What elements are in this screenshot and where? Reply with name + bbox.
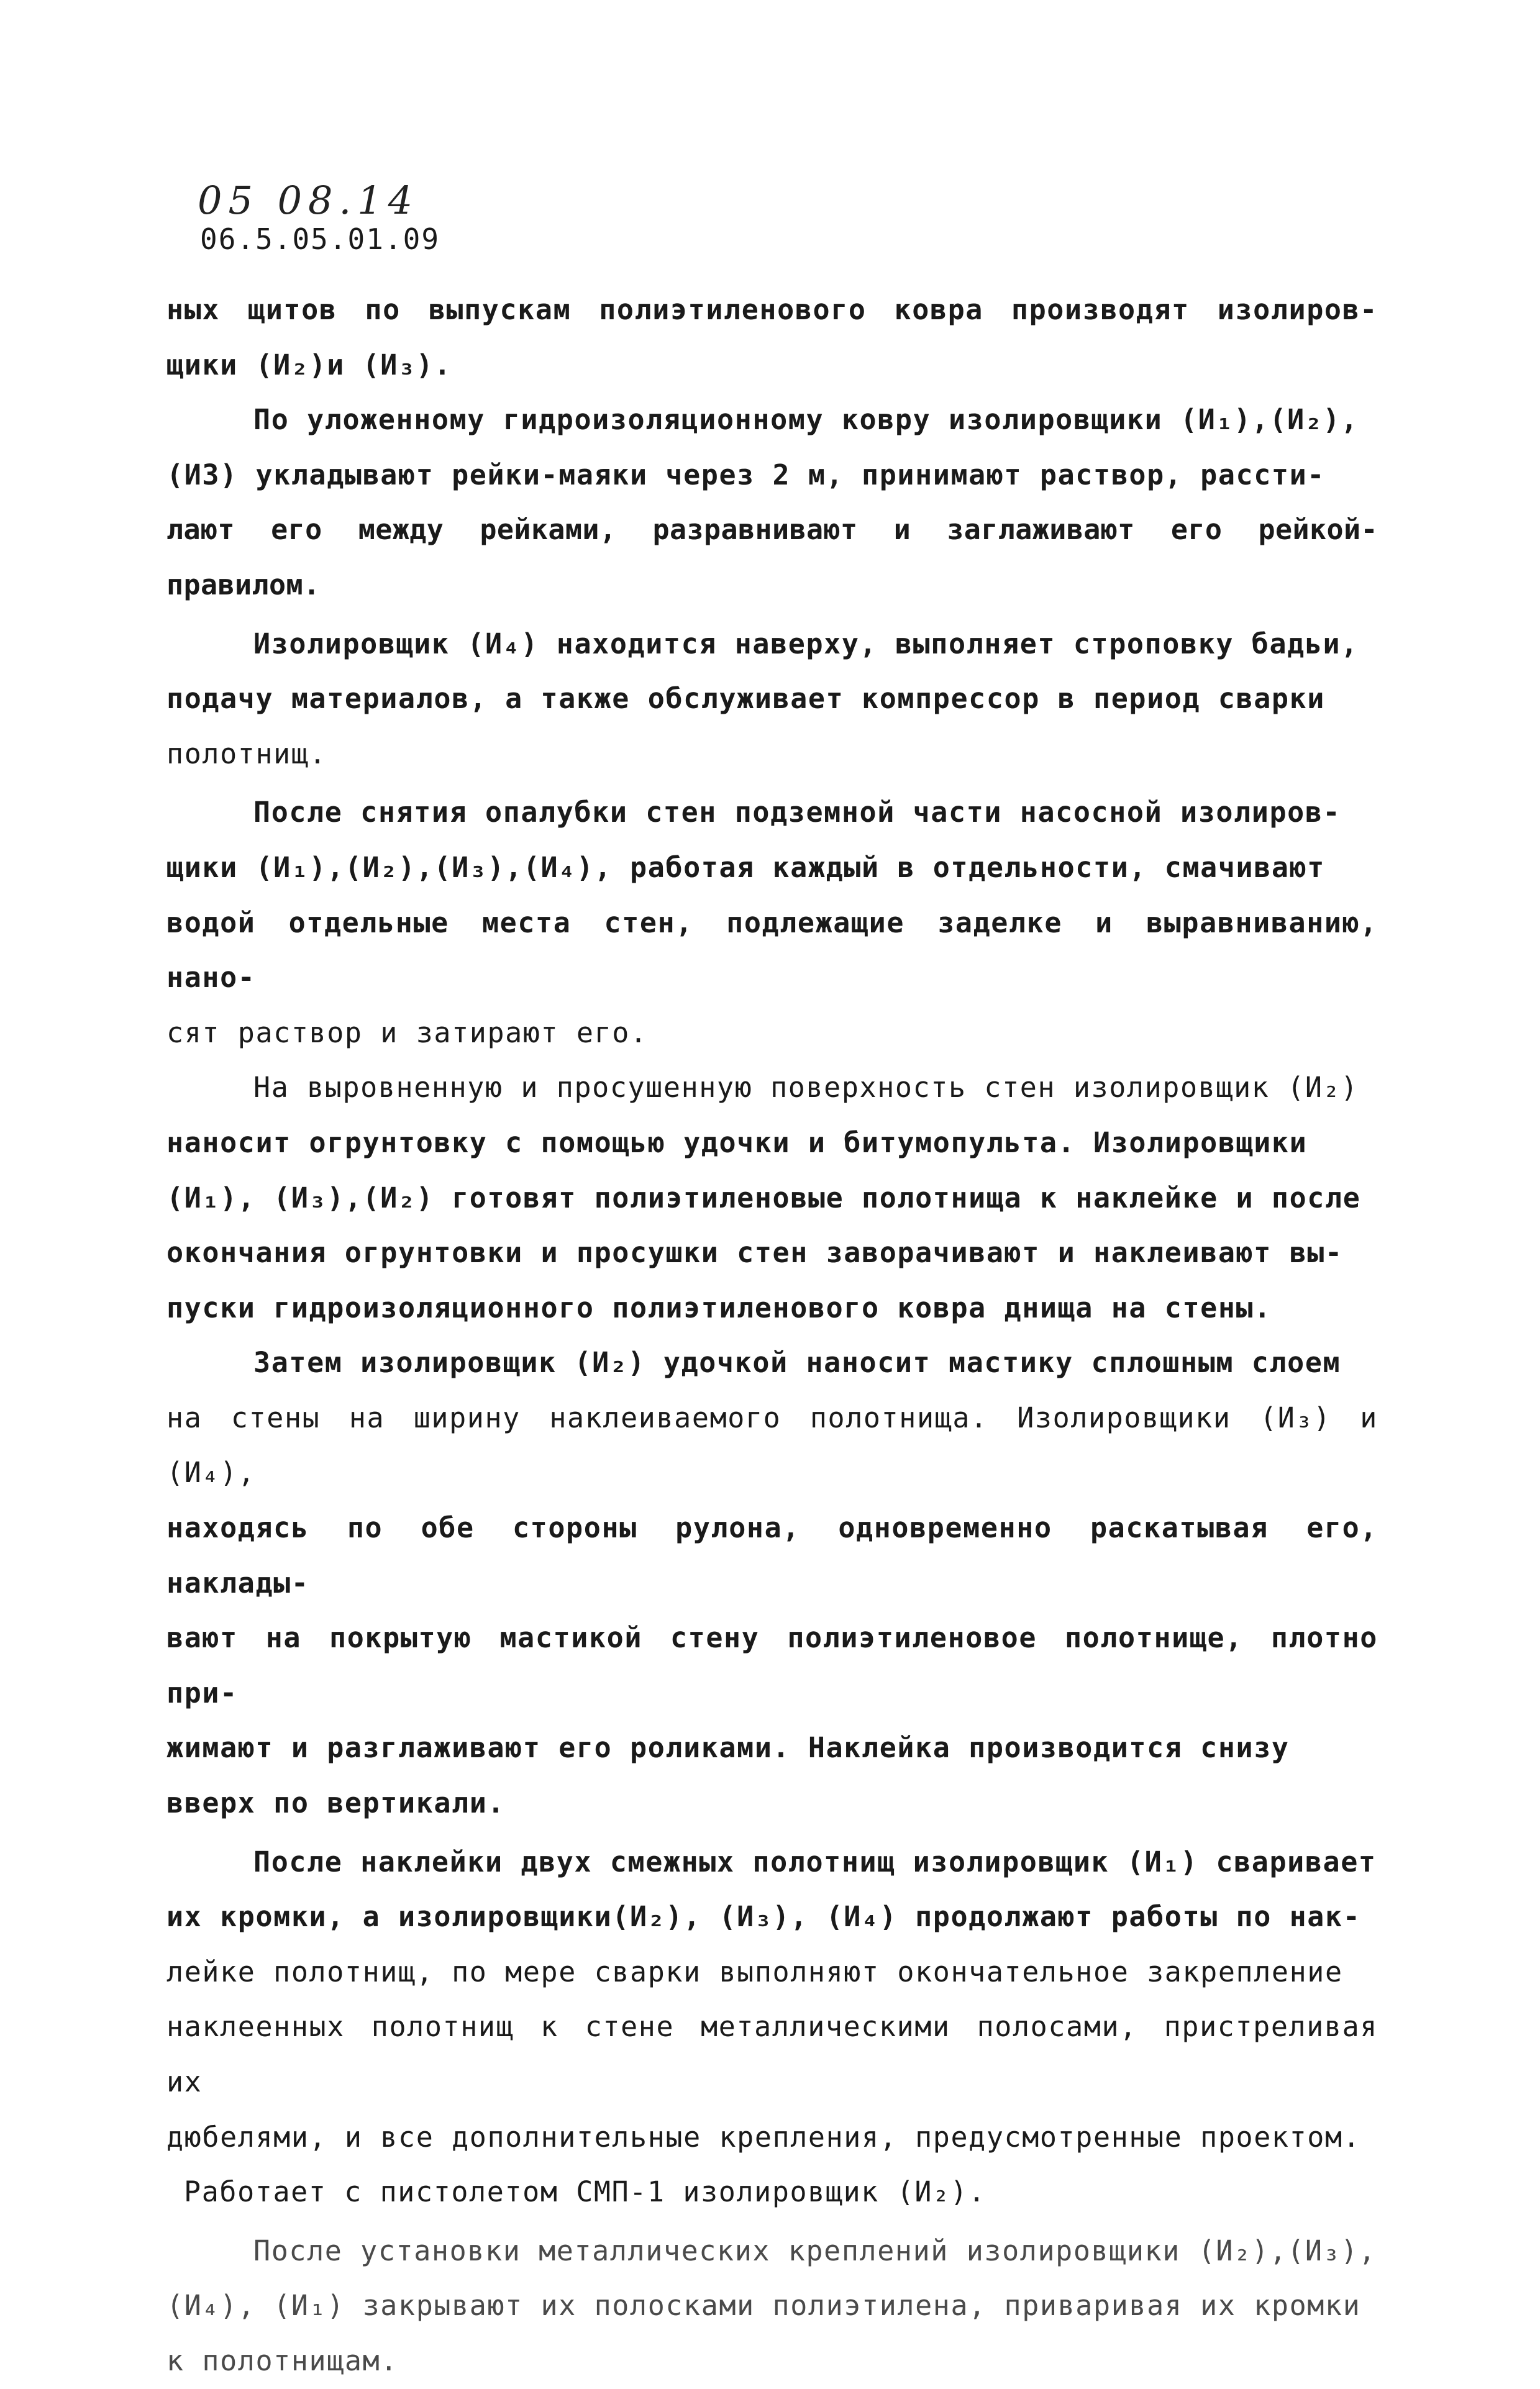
paragraph-6-line: [166, 1721, 1378, 1776]
paragraph-7-line: [166, 1945, 1378, 2000]
paragraph-6: [166, 1336, 1378, 1391]
paragraph-5-line: [166, 1281, 1378, 1336]
text-line: находясь по обе стороны рулона, одновременно раскатывая его, наклады-: [166, 1511, 1378, 1599]
text-line: лейке полотнищ, по мере сварки выполняют окончательное закрепление: [166, 1955, 1343, 1988]
text-line: (И₁), (И₃),(И₂) готовят полиэтиленовые полотнища к наклейке и после: [166, 1181, 1361, 1214]
text-line: Работает с пистолетом СМП-1 изолировщик (И₂).: [184, 2175, 986, 2209]
paragraph-7: [166, 1835, 1378, 1890]
paragraph-4: [166, 785, 1378, 840]
paragraph-6-line: [166, 1391, 1378, 1501]
text-line: их кромки, а изолировщики(И₂), (И₃), (И₄) продолжают работы по нак-: [166, 1900, 1361, 1934]
text-line: После установки металлических креплений изолировщики (И₂),(И₃),: [253, 2234, 1377, 2267]
text-line: наклеенных полотнищ к стене металлическими полосами, пристреливая их: [166, 2010, 1378, 2098]
text-line: После наклейки двух смежных полотнищ изолировщик (И₁) сваривает: [253, 1845, 1377, 1878]
paragraph-8-line: [166, 2278, 1378, 2334]
paragraph-5-line: [166, 1116, 1378, 1171]
paragraph-6-line: [166, 1611, 1378, 1721]
text-line: вают на покрытую мастикой стену полиэтиленовое полотнище, плотно при-: [166, 1621, 1378, 1709]
text-line: Изолировщик (И₄) находится наверху, выполняет строповку бадьи,: [253, 627, 1359, 660]
paragraph-5-line: [166, 1171, 1378, 1226]
text-line: щики (И₂)и (И₃).: [166, 348, 452, 381]
paragraph-3: [166, 617, 1378, 672]
paragraph-5-line: [166, 1226, 1378, 1281]
text-line: наносит огрунтовку с помощью удочки и битумопульта. Изолировщики: [166, 1126, 1308, 1159]
paragraph-8-line: [166, 2334, 1378, 2389]
text-line: дюбелями, и все дополнительные крепления, предусмотренные проектом.: [166, 2120, 1361, 2154]
text-line: полотнищ.: [166, 737, 327, 770]
paragraph-3-line: [166, 671, 1378, 727]
text-line: на стены на ширину наклеиваемого полотнища. Изолировщики (И₃) и (И₄),: [166, 1401, 1378, 1490]
paragraph-7-line: [166, 1890, 1378, 1945]
text-line: водой отдельные места стен, подлежащие заделке и выравниванию, нано-: [166, 906, 1378, 994]
text-line: ных щитов по выпускам полиэтиленового ковра производят изолиров-: [166, 293, 1378, 326]
text-line: (И3) укладывают рейки-маяки через 2 м, принимают раствор, рассти-: [166, 458, 1325, 491]
text-line: щики (И₁),(И₂),(И₃),(И₄), работая каждый в отдельности, смачивают: [166, 850, 1325, 884]
text-line: (И₄), (И₁) закрывают их полосками полиэтилена, приваривая их кромки: [166, 2289, 1361, 2323]
document-body: [166, 283, 1378, 2389]
paragraph-1: [166, 283, 1378, 338]
document-code: 06.5.05.01.09: [200, 222, 440, 256]
text-line: По уложенному гидроизоляционному ковру изолировщики (И₁),(И₂),: [253, 403, 1359, 437]
paragraph-6-line: [166, 1501, 1378, 1611]
paragraph-4-line: [166, 896, 1378, 1006]
text-line: На выровненную и просушенную поверхность стен изолировщик (И₂): [253, 1071, 1359, 1104]
text-line: вверх по вертикали.: [166, 1786, 506, 1820]
paragraph-3-line: [166, 727, 1378, 782]
paragraph-4-line: [166, 1006, 1378, 1061]
text-line: сят раствор и затирают его.: [166, 1016, 648, 1049]
paragraph-7-line: [166, 2165, 1378, 2220]
text-line: жимают и разглаживают его роликами. Наклейка производится снизу: [166, 1731, 1290, 1765]
text-line: После снятия опалубки стен подземной части насосной изолиров-: [253, 796, 1341, 829]
paragraph-2-line: [166, 448, 1378, 503]
text-line: лают его между рейками, разравнивают и заглаживают его рейкой-правилом.: [166, 513, 1378, 601]
paragraph-6-line: [166, 1776, 1378, 1831]
text-line: пуски гидроизоляционного полиэтиленового ковра днища на стены.: [166, 1291, 1272, 1324]
paragraph-2-line: [166, 503, 1378, 612]
text-line: Затем изолировщик (И₂) удочкой наносит мастику сплошным слоем: [253, 1346, 1341, 1380]
handwritten-annotation: 05 08.14: [198, 178, 419, 223]
text-line: подачу материалов, а также обслуживает компрессор в период сварки: [166, 682, 1325, 716]
paragraph-5: [166, 1060, 1378, 1116]
paragraph-8: [166, 2224, 1378, 2279]
paragraph-7-line: [166, 2110, 1378, 2165]
paragraph-1-end: [166, 338, 1378, 393]
paragraph-4-line: [166, 840, 1378, 896]
text-line: к полотнищам.: [166, 2344, 398, 2377]
paragraph-2: [166, 393, 1378, 448]
text-line: окончания огрунтовки и просушки стен заворачивают и наклеивают вы-: [166, 1236, 1343, 1270]
paragraph-7-line: [166, 2000, 1378, 2109]
